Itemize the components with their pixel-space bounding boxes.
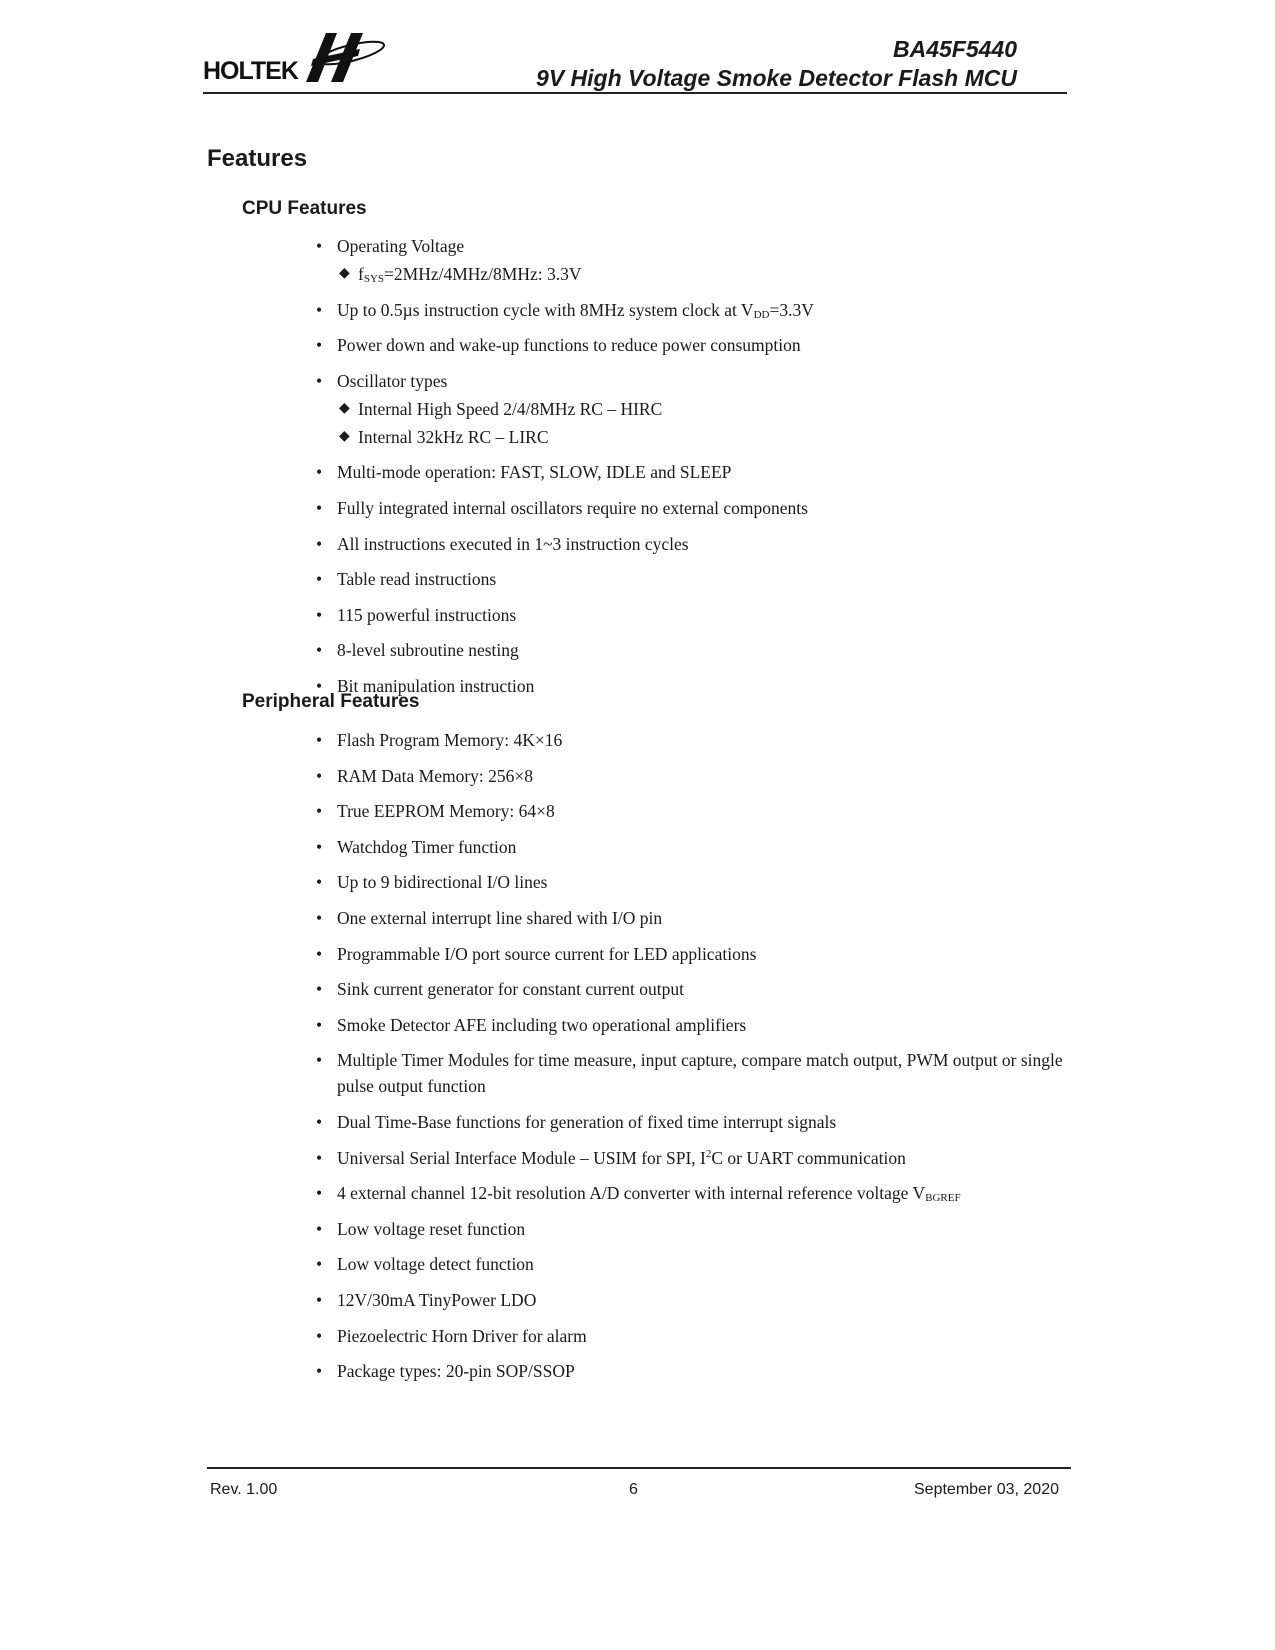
bullet-icon: •: [316, 907, 323, 928]
sub-item: ◆ $f_{SYS}=2MHz/4MHz/8MHz$: 3.3V: [337, 261, 1076, 287]
list-item: • Operating Voltage ◆ $f_{SYS}=2MHz/4MHz/8MHz$: 3.3V: [316, 233, 1076, 287]
bullet-icon: •: [316, 640, 323, 661]
bullet-icon: •: [316, 236, 323, 256]
list-item: • Oscillator types ◆ Internal High Speed 2/4/8MHz RC – HIRC ◆ Internal 32kHz RC – LIRC: [316, 368, 1076, 450]
logo-wordmark: HOLTEK: [203, 57, 298, 85]
bullet-icon: •: [316, 979, 323, 1000]
sub-item: ◆ Internal 32kHz RC – LIRC: [337, 424, 1076, 450]
list-item: • Up to 0.5µs instruction cycle with 8MHz system clock at $V_{DD}=3.3V$: [316, 297, 1076, 323]
holtek-logo: [203, 27, 388, 85]
cpu-features-list: [316, 233, 1076, 709]
list-item: • Fully integrated internal oscillators require no external components: [316, 495, 1076, 521]
list-item: • Universal Serial Interface Module – USIM for SPI, $I^2C$ or UART communication: [316, 1145, 1076, 1171]
list-item: • Package types: 20-pin SOP/SSOP: [316, 1358, 1076, 1384]
list-item: • Bit manipulation instruction: [316, 673, 1076, 699]
footer-divider: [207, 1467, 1071, 1469]
bullet-icon: •: [316, 1050, 323, 1071]
bullet-icon: •: [316, 533, 323, 554]
bullet-icon: •: [316, 1111, 323, 1132]
bullet-icon: •: [316, 675, 323, 696]
bullet-icon: •: [316, 730, 323, 750]
list-item: • 115 powerful instructions: [316, 602, 1076, 628]
list-item: • Low voltage detect function: [316, 1251, 1076, 1277]
list-item: • RAM Data Memory: 256×8: [316, 763, 1076, 789]
bullet-icon: •: [316, 1014, 323, 1035]
list-item: • Watchdog Timer function: [316, 834, 1076, 860]
bullet-icon: •: [316, 335, 323, 356]
part-number: BA45F5440: [892, 36, 1017, 62]
revision: Rev. 1.00: [210, 1481, 278, 1498]
bullet-icon: •: [316, 1183, 323, 1204]
list-item: • Dual Time-Base functions for generation of fixed time interrupt signals: [316, 1109, 1076, 1135]
bullet-icon: •: [316, 462, 323, 483]
list-item: • Programmable I/O port source current for LED applications: [316, 941, 1076, 967]
bullet-icon: •: [316, 497, 323, 518]
bullet-icon: •: [316, 370, 323, 391]
bullet-icon: •: [316, 872, 323, 893]
list-item: • Multi-mode operation: FAST, SLOW, IDLE and SLEEP: [316, 459, 1076, 485]
bullet-icon: •: [316, 1254, 323, 1275]
page-number: 6: [629, 1481, 638, 1498]
list-item: • Table read instructions: [316, 566, 1076, 592]
bullet-icon: •: [316, 1325, 323, 1346]
list-item: • Piezoelectric Horn Driver for alarm: [316, 1323, 1076, 1349]
header-divider: [203, 92, 1067, 94]
list-item: • Multiple Timer Modules for time measure, input capture, compare match output, PWM output or single pulse output function: [316, 1047, 1076, 1099]
bullet-icon: •: [316, 299, 323, 320]
peripheral-features-heading: Peripheral Features: [242, 691, 420, 712]
bullet-icon: •: [316, 801, 323, 822]
bullet-icon: •: [316, 1289, 323, 1310]
bullet-icon: •: [316, 1218, 323, 1239]
diamond-bullet-icon: ◆: [339, 266, 350, 281]
list-item: • 8-level subroutine nesting: [316, 637, 1076, 663]
peripheral-features-list: [316, 727, 1076, 1394]
list-item: • True EEPROM Memory: 64×8: [316, 798, 1076, 824]
list-item: • All instructions executed in 1~3 instruction cycles: [316, 531, 1076, 557]
list-item: • Power down and wake-up functions to reduce power consumption: [316, 332, 1076, 358]
document-title: [536, 35, 1017, 93]
list-item: • 4 external channel 12-bit resolution A/D converter with internal reference voltage $V_{BGREF}$: [316, 1180, 1076, 1206]
list-item: • Sink current generator for constant current output: [316, 976, 1076, 1002]
cpu-features-heading: CPU Features: [242, 198, 367, 219]
list-item: • Smoke Detector AFE including two operational amplifiers: [316, 1012, 1076, 1038]
list-item: • Up to 9 bidirectional I/O lines: [316, 869, 1076, 895]
bullet-icon: •: [316, 836, 323, 857]
diamond-bullet-icon: ◆: [339, 400, 350, 416]
list-item: • 12V/30mA TinyPower LDO: [316, 1287, 1076, 1313]
page-title: Features: [207, 145, 308, 172]
list-item: • Flash Program Memory: 4K×16: [316, 727, 1076, 753]
bullet-icon: •: [316, 1147, 323, 1168]
bullet-icon: •: [316, 765, 323, 786]
document-subtitle: 9V High Voltage Smoke Detector Flash MCU: [536, 65, 1017, 91]
bullet-icon: •: [316, 604, 323, 625]
list-item: • Low voltage reset function: [316, 1216, 1076, 1242]
sub-item: ◆ Internal High Speed 2/4/8MHz RC – HIRC: [337, 396, 1076, 422]
bullet-icon: •: [316, 943, 323, 964]
bullet-icon: •: [316, 569, 323, 590]
diamond-bullet-icon: ◆: [339, 428, 350, 444]
list-item: • One external interrupt line shared with I/O pin: [316, 905, 1076, 931]
date: September 03, 2020: [914, 1481, 1059, 1498]
bullet-icon: •: [316, 1361, 323, 1382]
